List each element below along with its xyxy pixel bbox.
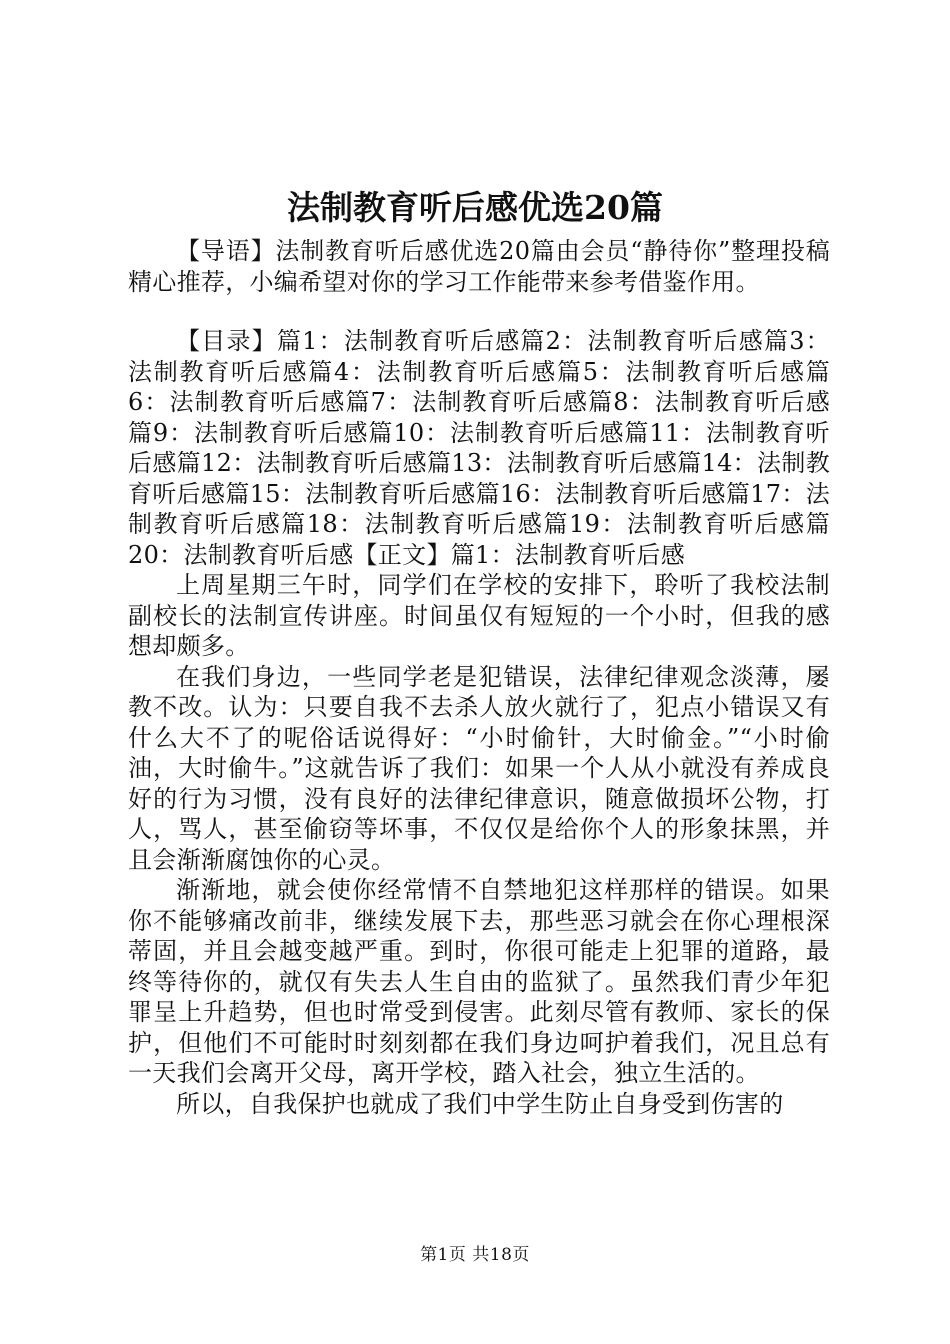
body-paragraph: 渐渐地，就会使你经常情不自禁地犯这样那样的错误。如果你不能够痛改前非，继续发展下去，那些恶习就会在你心理根深蒂固，并且会越变越严重。到时，你很可能走上犯罪的道路，最终等待你的，就仅有失去人生自由的监狱了。虽然我们青少年犯罪呈上升趋势，但也时常受到侵害。此刻尽管有教师、家长的保护，但他们不可能时时刻刻都在我们身边呵护着我们，况且总有一天我们会离开父母，离开学校，踏入社会，独立生活的。 — [128, 876, 830, 1087]
document-title: 法制教育听后感优选20篇 — [287, 188, 663, 227]
body-paragraph: 上周星期三午时，同学们在学校的安排下，聆听了我校法制副校长的法制宣传讲座。时间虽仅有短短的一个小时，但我的感想却颇多。 — [128, 571, 830, 660]
guide-paragraph: 【导语】法制教育听后感优选20篇由会员“静待你”整理投稿精心推荐，小编希望对你的学习工作能带来参考借鉴作用。 — [128, 237, 830, 296]
toc-paragraph: 【目录】篇1：法制教育听后感篇2：法制教育听后感篇3：法制教育听后感篇4：法制教育听后感篇5：法制教育听后感篇6：法制教育听后感篇7：法制教育听后感篇8：法制教育听后感篇9：法制教育听后感篇10：法制教育听后感篇11：法制教育听后感篇12：法制教育听后感篇13：法制教育听后感篇14：法制教育听后感篇15：法制教育听后感篇16：法制教育听后感篇17：法制教育听后感篇18：法制教育听后感篇19：法制教育听后感篇20：法制教育听后感【正文】篇1：法制教育听后感 — [128, 327, 830, 569]
page-footer: 第1页 共18页 — [420, 1245, 530, 1265]
body-paragraph: 在我们身边，一些同学老是犯错误，法律纪律观念淡薄，屡教不改。认为：只要自我不去杀人放火就行了，犯点小错误又有什么大不了的呢俗话说得好：“小时偷针，大时偷金。”“小时偷油，大时偷牛。”这就告诉了我们：如果一个人从小就没有养成良好的行为习惯，没有良好的法律纪律意识，随意做损坏公物，打人，骂人，甚至偷窃等坏事，不仅仅是给你个人的形象抹黑，并且会渐渐腐蚀你的心灵。 — [128, 662, 830, 874]
body-paragraph: 所以，自我保护也就成了我们中学生防止自身受到伤害的 — [176, 1089, 784, 1118]
guide-section — [128, 236, 830, 297]
main-text — [128, 326, 830, 1119]
